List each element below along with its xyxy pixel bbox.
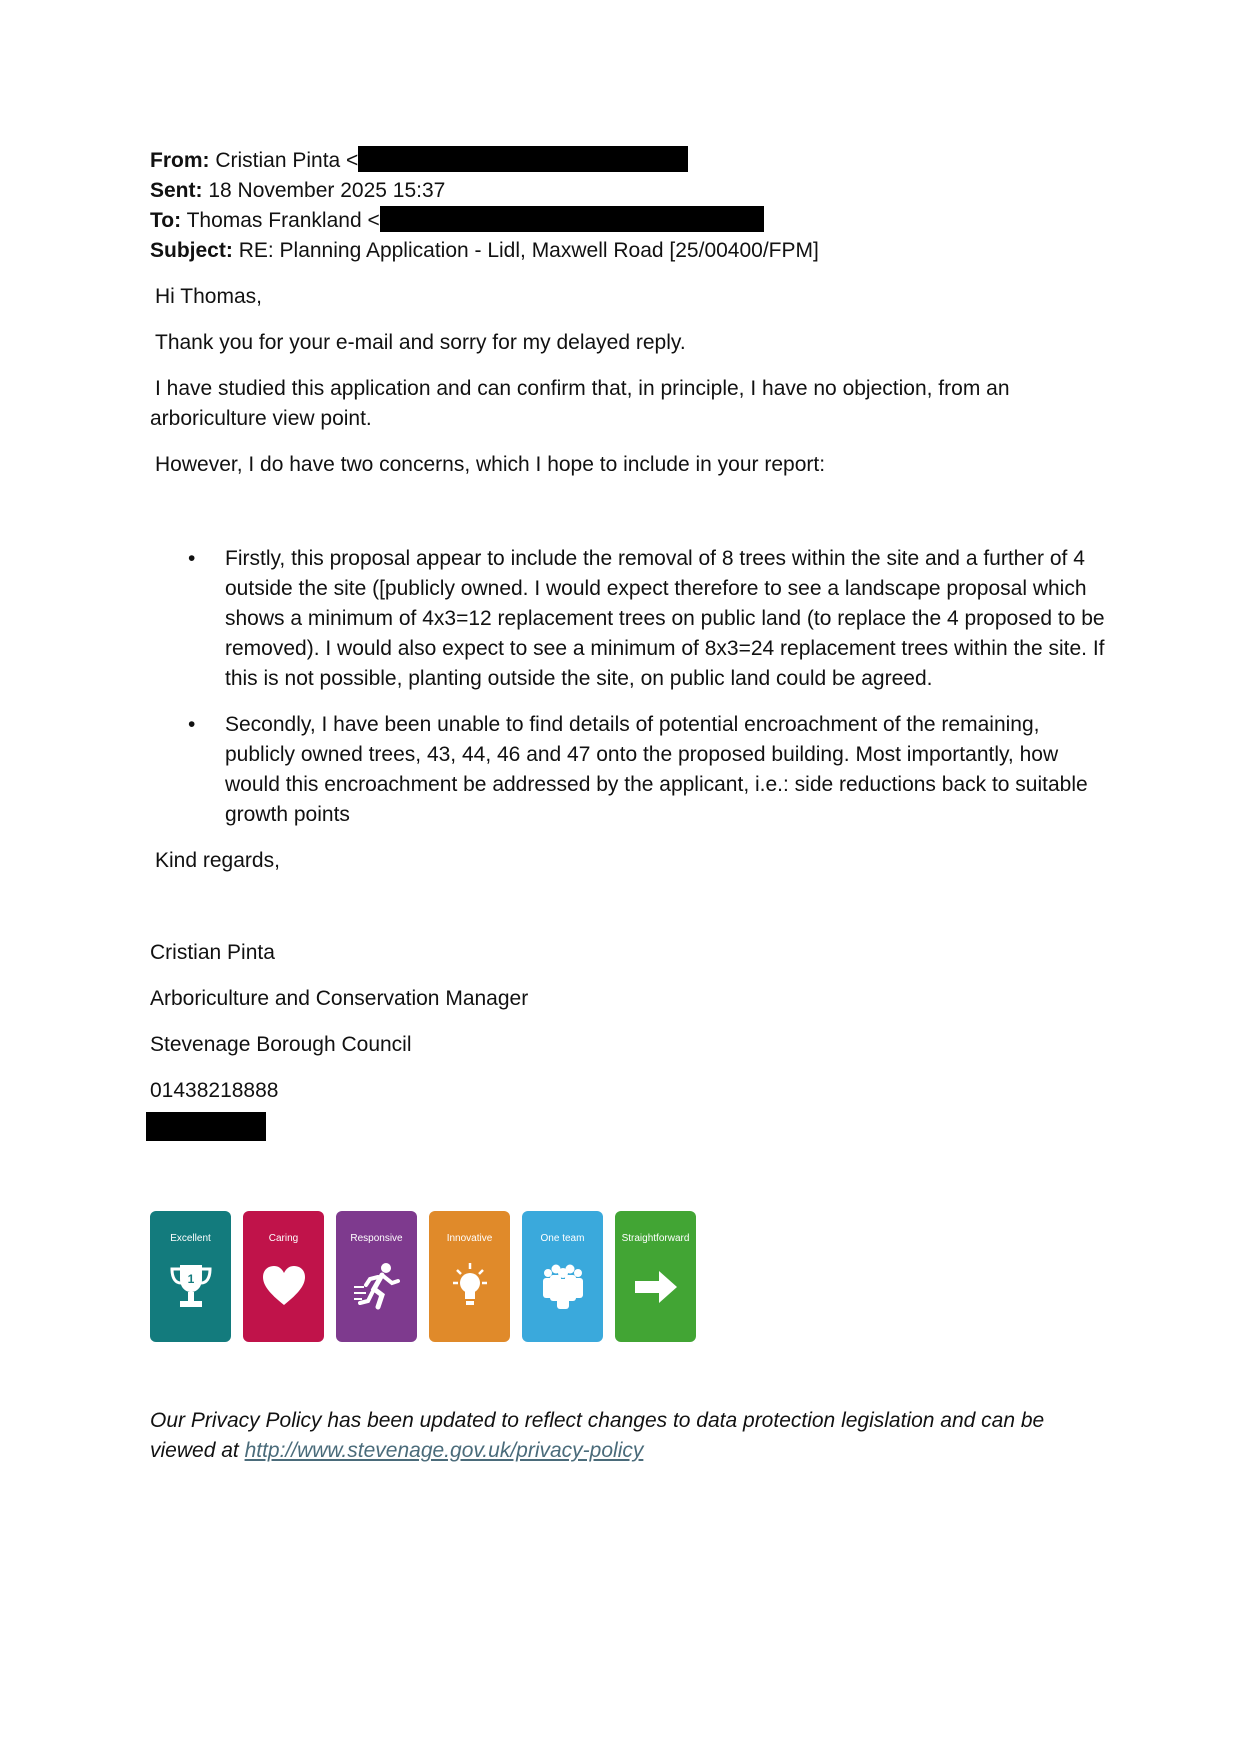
privacy-policy-link[interactable]: http://www.stevenage.gov.uk/privacy-policy [244,1439,644,1462]
team-icon [540,1261,586,1313]
redacted-block [146,1112,266,1141]
value-label: Innovative [446,1233,493,1244]
to-line [150,206,1100,236]
email-document [150,146,1105,1466]
redacted-email-from [358,146,688,172]
from-line [150,146,1100,176]
concern-text-1: Firstly, this proposal appear to include the removal of 8 trees within the site and a further of 4 outside the site ([publicly owned. I would expect therefore to see a landscape proposal which shows a minimum of 4x3=12 replacement trees on public land (to replace the 4 proposed to be removed). I would also expect to see a minimum of 8x3=24 replacement trees within the site. If this is not possible, planting outside the site, on public land could be agreed. [225,547,1105,690]
greeting: Hi Thomas, [155,285,262,308]
sent-value: 18 November 2025 15:37 [208,179,446,202]
svg-text:1: 1 [187,1272,195,1286]
running-person-icon [354,1261,400,1313]
value-tile-innovative [429,1211,510,1342]
from-label: From: [150,149,210,172]
list-item [150,544,1105,694]
redacted-email-to [380,206,764,232]
privacy-text: Our Privacy Policy has been updated to reflect changes to data protection legislation and can be viewed at [150,1409,1045,1462]
signature-title: Arboriculture and Conservation Manager [150,987,529,1010]
paragraph-no-objection: I have studied this application and can confirm that, in principle, I have no objection, from an arboriculture view point. [150,377,1010,430]
concern-text-2: Secondly, I have been unable to find details of potential encroachment of the remaining, publicly owned trees, 43, 44, 46 and 47 onto the proposed building. Most importantly, how would this encroachment be addressed by the applicant, i.e.: side reductions back to suitable growth points [225,713,1088,826]
value-tile-responsive [336,1211,417,1342]
from-value: Cristian Pinta < [215,149,359,172]
arrow-right-icon [633,1261,679,1313]
value-label: Straightforward [621,1233,690,1244]
sent-label: Sent: [150,179,203,202]
subject-label: Subject: [150,239,233,262]
bullet-icon: • [188,547,196,570]
signoff: Kind regards, [155,849,280,872]
paragraph-thanks: Thank you for your e-mail and sorry for my delayed reply. [155,331,686,354]
list-item [150,710,1105,830]
value-label: One team [540,1233,585,1244]
value-tile-straightforward [615,1211,696,1342]
to-label: To: [150,209,182,232]
concerns-list [150,544,1105,830]
sent-line [150,176,1100,206]
signature-name: Cristian Pinta [150,941,275,964]
trophy-icon [168,1261,214,1313]
subject-value: RE: Planning Application - Lidl, Maxwell Road [25/00400/FPM] [238,239,819,262]
bullet-icon: • [188,713,196,736]
signature-phone: 01438218888 [150,1079,279,1102]
to-value: Thomas Frankland < [186,209,380,232]
value-tile-excellent [150,1211,231,1342]
subject-line [150,236,1100,266]
value-label: Caring [268,1233,299,1244]
heart-icon [261,1261,307,1313]
value-label: Excellent [170,1233,211,1244]
lightbulb-icon [447,1261,493,1313]
signature-organisation: Stevenage Borough Council [150,1033,412,1056]
value-label: Responsive [350,1233,403,1244]
paragraph-concerns: However, I do have two concerns, which I hope to include in your report: [155,453,826,476]
value-tile-caring [243,1211,324,1342]
council-values-banner [150,1211,1100,1342]
value-tile-one-team [522,1211,603,1342]
privacy-notice [150,1406,1100,1466]
